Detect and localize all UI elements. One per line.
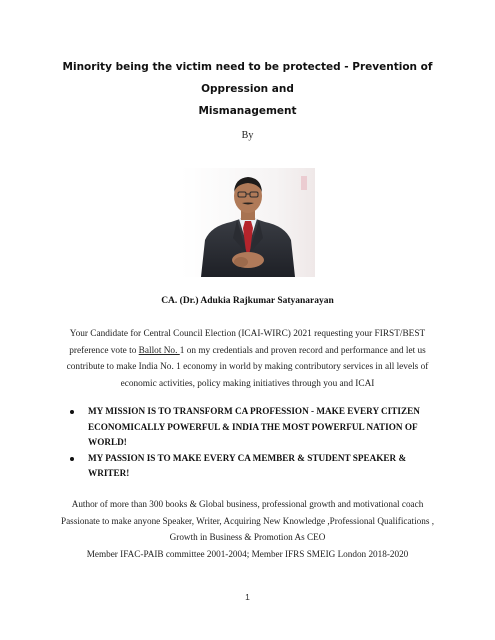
page-number: 1 xyxy=(245,592,250,602)
author-name: CA. (Dr.) Adukia Rajkumar Satyanarayan xyxy=(161,296,334,306)
by-label: By xyxy=(241,130,254,141)
mission-bullet xyxy=(66,404,446,451)
mission-line-3: WORLD! xyxy=(88,437,127,447)
intro-line-2-after: 1 on my credentials and proven record and performance and let us xyxy=(179,345,426,356)
credentials-line-3: Growth in Business & Promotion As CEO xyxy=(169,532,326,542)
intro-line-1: Your Candidate for Central Council Election (ICAI-WIRC) 2021 requesting your FIRST/BEST xyxy=(69,329,426,339)
ballot-number-link[interactable]: Ballot No. xyxy=(138,345,180,356)
credentials-line-2: Passionate to make anyone Speaker, Writer, Acquiring New Knowledge ,Professional Qualifications , xyxy=(60,515,435,526)
intro-paragraph xyxy=(60,326,435,392)
title-line-2: Mismanagement xyxy=(198,105,297,117)
passion-line-2: WRITER! xyxy=(88,468,130,478)
intro-line-4: economic activities, policy making initiatives through you and ICAI xyxy=(120,378,375,389)
author-photo xyxy=(181,168,315,277)
document-title xyxy=(40,56,455,122)
mission-line-2: ECONOMICALLY POWERFUL & INDIA THE MOST POWERFUL NATION OF xyxy=(88,421,418,432)
mission-bullet-list xyxy=(66,404,446,482)
credentials-line-1: Author of more than 300 books & Global business, professional growth and motivational coach xyxy=(71,499,424,509)
intro-line-3: contribute to make India No. 1 economy in world by making contributory services in all levels of xyxy=(66,362,429,372)
mission-line-1: MY MISSION IS TO TRANSFORM CA PROFESSION - MAKE EVERY CITIZEN xyxy=(88,406,420,416)
author-credentials xyxy=(40,496,455,562)
credentials-line-4: Member IFAC-PAIB committee 2001-2004; Member IFRS SMEIG London 2018-2020 xyxy=(86,548,409,559)
title-line-1: Minority being the victim need to be protected - Prevention of Oppression and xyxy=(62,61,433,95)
passion-line-1: MY PASSION IS TO MAKE EVERY CA MEMBER & STUDENT SPEAKER & xyxy=(88,452,407,463)
intro-line-2 xyxy=(60,343,435,360)
passion-bullet xyxy=(66,451,446,482)
bullet-dot-icon xyxy=(70,410,74,414)
author-portrait-image xyxy=(181,168,315,277)
bullet-dot-icon xyxy=(70,457,74,461)
intro-line-2-before: preference vote to xyxy=(69,345,139,356)
